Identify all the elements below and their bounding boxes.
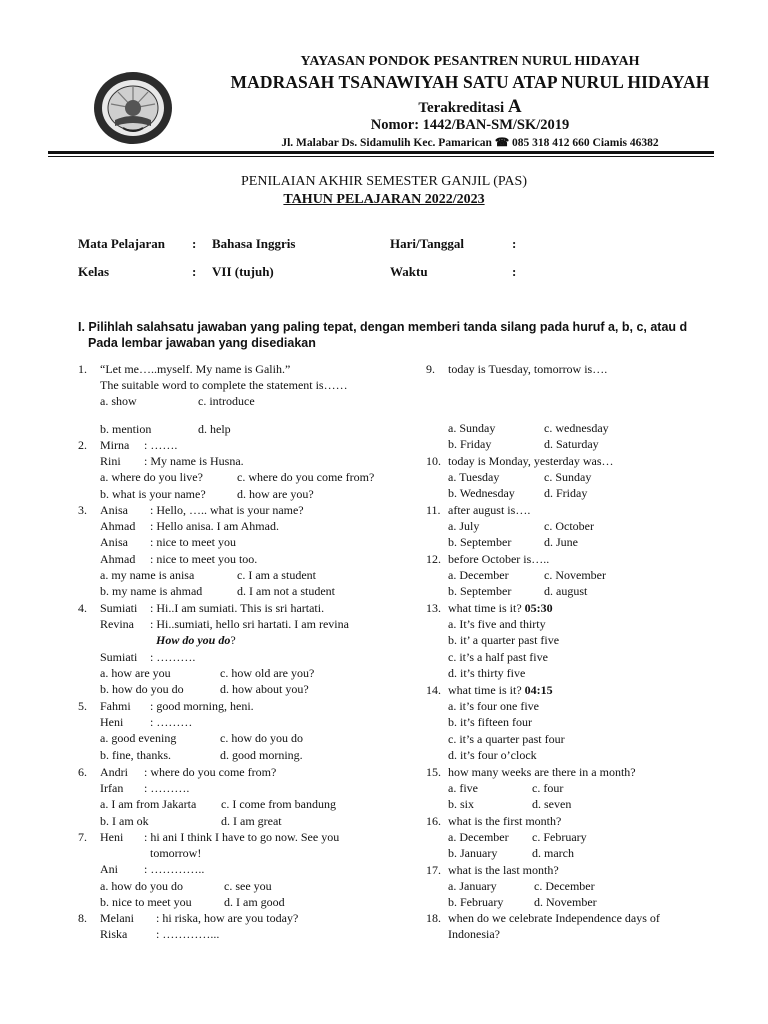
question-number: 2.: [78, 438, 87, 452]
option-d: d. how are you?: [237, 486, 314, 501]
option-b: b. fine, thanks.: [100, 747, 171, 762]
dialogue-text: : Hello, ….. what is your name?: [150, 503, 304, 517]
option-a: a. how are you: [100, 665, 171, 680]
question-number: 17.: [426, 863, 441, 877]
speaker: Mirna: [100, 438, 130, 452]
school-name: MADRASAH TSANAWIYAH SATU ATAP NURUL HIDAYAH: [230, 72, 710, 92]
question-number: 10.: [426, 454, 441, 468]
speaker: Ani: [100, 862, 118, 877]
option-c: c. October: [544, 519, 594, 534]
option-d: d. I am not a student: [237, 583, 335, 598]
option-d: d. it’s thirty five: [448, 665, 526, 680]
dialogue-text: : My name is Husna.: [144, 454, 244, 469]
option-a: a. my name is anisa: [100, 567, 195, 582]
speaker: Melani: [100, 911, 134, 925]
dialogue-text: : hi riska, how are you today?: [156, 911, 299, 925]
dialogue-text: : hi ani I think I have to go now. See you: [144, 830, 340, 844]
header-rule-thick: [48, 151, 714, 154]
speaker: Riska: [100, 927, 128, 942]
option-d: d. how about you?: [220, 681, 309, 696]
question-number: 3.: [78, 503, 87, 517]
time-colon: :: [512, 264, 517, 279]
question-number: 12.: [426, 552, 441, 566]
question-text: what is the last month?: [448, 863, 559, 877]
emphasis-text: How do you do: [156, 633, 231, 648]
dialogue-text: : …………..: [144, 862, 205, 877]
option-c: c. introduce: [198, 394, 255, 409]
dialogue-text: : good morning, heni.: [150, 699, 254, 713]
dialogue-text: : Hello anisa. I am Ahmad.: [150, 519, 279, 534]
option-d: d. Friday: [544, 486, 588, 501]
speaker: Anisa: [100, 535, 128, 550]
question-text: what time is it?: [448, 683, 522, 697]
option-d: d. November: [534, 895, 597, 910]
header-rule-thin: [48, 156, 714, 157]
option-c: c. February: [532, 830, 587, 845]
question-number: 15.: [426, 765, 441, 779]
option-a: a. Tuesday: [448, 470, 500, 485]
question-text: what is the first month?: [448, 814, 562, 828]
accreditation-grade: A: [507, 96, 522, 117]
option-d: d. march: [532, 846, 574, 861]
option-b: b. what is your name?: [100, 486, 206, 501]
question-number: 6.: [78, 765, 87, 779]
option-c: c. November: [544, 568, 606, 583]
option-b: b. September: [448, 584, 512, 599]
option-a: a. It’s five and thirty: [448, 617, 546, 632]
option-a: a. Sunday: [448, 421, 496, 436]
question-number: 5.: [78, 699, 87, 713]
instructions: [78, 319, 718, 351]
subject-value: Bahasa Inggris: [212, 236, 296, 251]
speaker: Anisa: [100, 503, 128, 517]
dialogue-text: : …….: [144, 438, 178, 452]
speaker: Ahmad: [100, 519, 136, 534]
question-text: after august is….: [448, 503, 531, 517]
option-b: b. January: [448, 846, 498, 861]
question-number: 4.: [78, 601, 87, 615]
subject-label: Mata Pelajaran: [78, 236, 166, 251]
option-c: c. it’s a quarter past four: [448, 731, 565, 746]
clock-time: 05:30: [524, 601, 553, 615]
option-c: c. wednesday: [544, 421, 609, 436]
dialogue-text: : ……….: [144, 781, 190, 796]
speaker: Sumiati: [100, 601, 138, 615]
option-a: a. where do you live?: [100, 470, 203, 485]
option-a: a. show: [100, 394, 137, 409]
accreditation-number: Nomor: 1442/BAN-SM/SK/2019: [370, 117, 570, 133]
option-b: b. I am ok: [100, 813, 149, 828]
dialogue-text: tomorrow!: [150, 846, 202, 861]
option-c: c. how do you do: [220, 731, 303, 746]
question-number: 11.: [426, 503, 441, 517]
speaker: Irfan: [100, 781, 124, 796]
option-b: b. six: [448, 797, 475, 812]
option-c: c. where do you come from?: [237, 470, 375, 485]
question-number: 1.: [78, 362, 87, 376]
question-number: 14.: [426, 683, 441, 697]
question-text: before October is…..: [448, 552, 550, 566]
speaker: Andri: [100, 765, 128, 779]
speaker: Revina: [100, 617, 134, 632]
option-b: b. how do you do: [100, 681, 184, 696]
option-d: d. it’s four o’clock: [448, 747, 537, 762]
speaker: Fahmi: [100, 699, 131, 713]
option-b: b. my name is ahmad: [100, 583, 203, 598]
option-d: d. good morning.: [220, 747, 303, 762]
school-logo-seal: [93, 68, 173, 148]
dialogue-text: : …………...: [156, 927, 220, 942]
option-b: b. mention: [100, 421, 152, 436]
option-b: b. September: [448, 535, 512, 550]
time-label: Waktu: [390, 264, 428, 279]
question-text: The suitable word to complete the statement is……: [100, 378, 348, 393]
option-b: b. it’ a quarter past five: [448, 633, 560, 648]
class-label: Kelas: [78, 264, 110, 279]
punctuation: ?: [230, 633, 236, 648]
option-d: d. seven: [532, 797, 572, 812]
speaker: Heni: [100, 715, 124, 730]
option-c: c. see you: [224, 878, 272, 893]
dialogue-text: : nice to meet you: [150, 535, 236, 550]
speaker: Heni: [100, 830, 124, 844]
question-number: 18.: [426, 911, 441, 925]
option-d: d. Saturday: [544, 437, 599, 452]
option-c: c. I am a student: [237, 567, 316, 582]
option-c: c. I come from bandung: [221, 797, 336, 812]
class-value: VII (tujuh): [212, 264, 274, 279]
accreditation-label: Terakreditasi: [418, 100, 505, 116]
clock-time: 04:15: [524, 683, 553, 697]
option-c: c. four: [532, 781, 564, 796]
question-number: 16.: [426, 814, 441, 828]
class-colon: :: [192, 264, 197, 279]
question-text: Indonesia?: [448, 927, 500, 942]
question-text: today is Tuesday, tomorrow is….: [448, 362, 608, 376]
option-b: b. Friday: [448, 437, 492, 452]
question-text: what time is it?: [448, 601, 522, 615]
option-a: a. December: [448, 830, 509, 845]
subject-colon: :: [192, 236, 197, 251]
option-d: d. I am great: [221, 813, 282, 828]
question-text: how many weeks are there in a month?: [448, 765, 636, 779]
question-text: “Let me…..myself. My name is Galih.”: [100, 362, 291, 376]
option-d: d. august: [544, 584, 588, 599]
question-number: 9.: [426, 362, 435, 376]
dialogue-text: : Hi..I am sumiati. This is sri hartati.: [150, 601, 325, 615]
option-d: d. June: [544, 535, 578, 550]
question-number: 7.: [78, 830, 87, 844]
question-text: when do we celebrate Independence days of: [448, 911, 660, 925]
dialogue-text: : ………: [150, 715, 193, 730]
accreditation: [190, 96, 750, 118]
option-b: b. it’s fifteen four: [448, 715, 532, 730]
dialogue-text: : ……….: [150, 649, 196, 664]
option-d: d. help: [198, 421, 231, 436]
exam-year: TAHUN PELAJARAN 2022/2023: [283, 192, 485, 207]
option-a: a. five: [448, 781, 478, 796]
option-c: c. how old are you?: [220, 665, 315, 680]
option-c: c. Sunday: [544, 470, 592, 485]
speaker: Sumiati: [100, 649, 138, 664]
school-address: Jl. Malabar Ds. Sidamulih Kec. Pamarican ☎ 085 318 412 660 Ciamis 46382: [281, 137, 659, 149]
question-number: 8.: [78, 911, 87, 925]
exam-title: PENILAIAN AKHIR SEMESTER GANJIL (PAS): [241, 174, 527, 189]
option-a: a. good evening: [100, 731, 177, 746]
option-a: a. I am from Jakarta: [100, 797, 197, 812]
question-number: 13.: [426, 601, 441, 615]
option-b: b. February: [448, 895, 504, 910]
option-a: a. July: [448, 519, 480, 534]
instruction-line-1: I. Pilihlah salahsatu jawaban yang paling tepat, dengan memberi tanda silang pada huruf a, b, c, atau d: [78, 320, 688, 334]
dialogue-text: : where do you come from?: [144, 765, 277, 779]
option-d: d. I am good: [224, 894, 285, 909]
option-a: a. January: [448, 879, 497, 894]
option-a: a. how do you do: [100, 878, 183, 893]
instruction-line-2: Pada lembar jawaban yang disediakan: [88, 336, 316, 350]
speaker: Rini: [100, 454, 121, 469]
option-b: b. nice to meet you: [100, 894, 192, 909]
speaker: Ahmad: [100, 551, 136, 566]
dialogue-text: : nice to meet you too.: [150, 551, 258, 566]
day-label: Hari/Tanggal: [390, 236, 464, 251]
option-a: a. December: [448, 568, 509, 583]
option-b: b. Wednesday: [448, 486, 515, 501]
option-c: c. it’s a half past five: [448, 649, 548, 664]
option-c: c. December: [534, 879, 595, 894]
dialogue-text: : Hi..sumiati, hello sri hartati. I am revina: [150, 617, 349, 632]
option-a: a. it’s four one five: [448, 699, 539, 714]
day-colon: :: [512, 236, 517, 251]
foundation-name: YAYASAN PONDOK PESANTREN NURUL HIDAYAH: [300, 54, 640, 69]
question-text: today is Monday, yesterday was…: [448, 454, 614, 468]
